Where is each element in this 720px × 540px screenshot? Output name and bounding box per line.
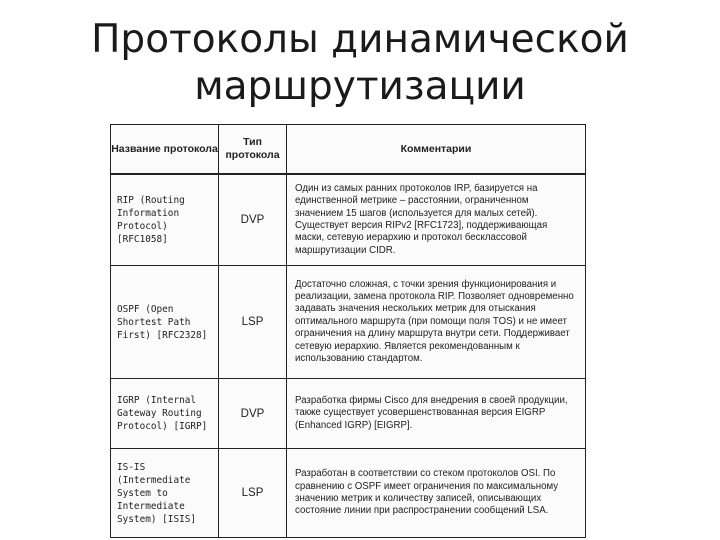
slide-title-line-1: Протоколы динамической: [91, 17, 629, 62]
protocol-name-cell: RIP (Routing Information Protocol) [RFC1058]: [111, 174, 219, 266]
protocol-name-cell: OSPF (Open Shortest Path First) [RFC2328]: [111, 266, 219, 379]
protocol-comment-cell: Достаточно сложная, с точки зрения функционирования и реализации, замена протокола RIP. Позволяет одновременно задавать значения нескольких метрик для отыскания оптимального маршрута (при помощи поля TOS) и не имеет ограничения на длину маршрута внутри сети. Поддерживает сетевую иерархию. Является рекомендованным к использованию стандартом.: [287, 266, 586, 379]
table-row: [111, 266, 586, 379]
protocol-comment-cell: Разработан в соответствии со стеком протоколов OSI. По сравнению с OSPF имеет ограничения по максимальному значению метрик и количеству записей, описывающих состояние линии при распространении сообщений LSA.: [287, 449, 586, 538]
protocol-comment-cell: Разработка фирмы Cisco для внедрения в своей продукции, также существует усовершенствованная версия EIGRP (Enhanced IGRP) [EIGRP].: [287, 379, 586, 449]
table-row: [111, 449, 586, 538]
protocol-name-cell: IGRP (Internal Gateway Routing Protocol) [IGRP]: [111, 379, 219, 449]
table-row: [111, 174, 586, 266]
table-row: [111, 379, 586, 449]
protocol-type-cell: DVP: [219, 379, 287, 449]
protocols-table: [110, 124, 586, 538]
protocol-comment-cell: Один из самых ранних протоколов IRP, базируется на единственной метрике – расстоянии, ограниченном значением 15 шагов (используется для малых сетей). Существует версия RIPv2 [RFC1723], поддерживающая маски, сетевую иерархию и протокол бесклассовой маршрутизации CIDR.: [287, 174, 586, 266]
header-protocol-name: Название протокола: [111, 125, 219, 175]
slide-title-line-2: маршрутизации: [194, 64, 526, 109]
header-protocol-type: Тип протокола: [219, 125, 287, 175]
protocol-type-cell: LSP: [219, 449, 287, 538]
header-comments: Комментарии: [287, 125, 586, 175]
table-header-row: [111, 125, 586, 175]
protocol-name-cell: IS-IS (Intermediate System to Intermediate System) [ISIS]: [111, 449, 219, 538]
protocol-type-cell: LSP: [219, 266, 287, 379]
slide-title: [0, 16, 720, 110]
protocol-type-cell: DVP: [219, 174, 287, 266]
